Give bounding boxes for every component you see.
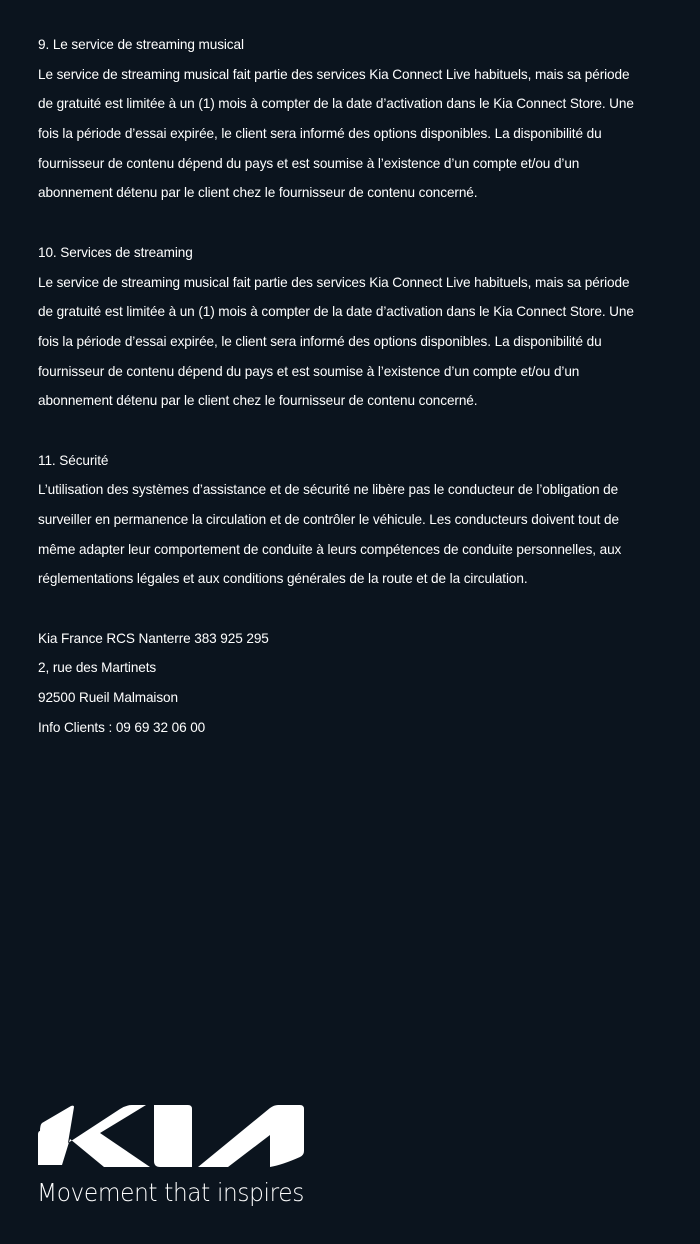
- section-title: 10. Services de streaming: [38, 244, 193, 260]
- company-address: [38, 624, 668, 743]
- paragraph-line: fois la période d’essai expirée, le client sera informé des options disponibles. La disponibilité du: [38, 126, 602, 142]
- paragraph-line: de gratuité est limitée à un (1) mois à compter de la date d’activation dans le Kia Connect Store. Une: [38, 96, 634, 112]
- section-securite: [38, 446, 668, 594]
- company-registration: Kia France RCS Nanterre 383 925 295: [38, 630, 269, 646]
- section-title: 11. Sécurité: [38, 452, 109, 468]
- section-title: 9. Le service de streaming musical: [38, 37, 244, 52]
- paragraph-line: même adapter leur comportement de conduite à leurs compétences de conduite personnelles, aux: [38, 541, 622, 557]
- brand-tagline: Movement that inspires: [37, 1178, 304, 1207]
- paragraph-line: abonnement détenu par le client chez le fournisseur de contenu concerné.: [38, 393, 478, 409]
- paragraph-line: Le service de streaming musical fait partie des services Kia Connect Live habituels, mais sa période: [38, 274, 630, 290]
- paragraph-line: L’utilisation des systèmes d’assistance et de sécurité ne libère pas le conducteur de l’obligation de: [38, 482, 619, 498]
- spacer: [38, 208, 668, 238]
- paragraph-line: fois la période d’essai expirée, le client sera informé des options disponibles. La disponibilité du: [38, 333, 602, 349]
- paragraph-line: Le service de streaming musical fait partie des services Kia Connect Live habituels, mais sa période: [38, 66, 630, 82]
- paragraph-line: fournisseur de contenu dépend du pays et est soumise à l’existence d’un compte et/ou d’un: [38, 155, 580, 171]
- section-services-streaming: [38, 238, 668, 416]
- paragraph-line: de gratuité est limitée à un (1) mois à compter de la date d’activation dans le Kia Connect Store. Une: [38, 304, 634, 320]
- spacer: [38, 594, 668, 624]
- paragraph-line: réglementations légales et aux conditions générales de la route et de la circulation.: [38, 571, 528, 587]
- paragraph-line: abonnement détenu par le client chez le fournisseur de contenu concerné.: [38, 185, 478, 201]
- spacer: [38, 416, 668, 446]
- customer-phone: Info Clients : 09 69 32 06 00: [38, 719, 206, 735]
- section-streaming-musical: [38, 30, 668, 208]
- paragraph-line: fournisseur de contenu dépend du pays et est soumise à l’existence d’un compte et/ou d’un: [38, 363, 580, 379]
- kia-logo-icon: [38, 1103, 306, 1169]
- paragraph-line: surveiller en permanence la circulation et de contrôler le véhicule. Les conducteurs doivent tout de: [38, 512, 619, 527]
- legal-text-content: [38, 30, 668, 743]
- street-address: 2, rue des Martinets: [38, 660, 157, 676]
- city-address: 92500 Rueil Malmaison: [38, 690, 178, 706]
